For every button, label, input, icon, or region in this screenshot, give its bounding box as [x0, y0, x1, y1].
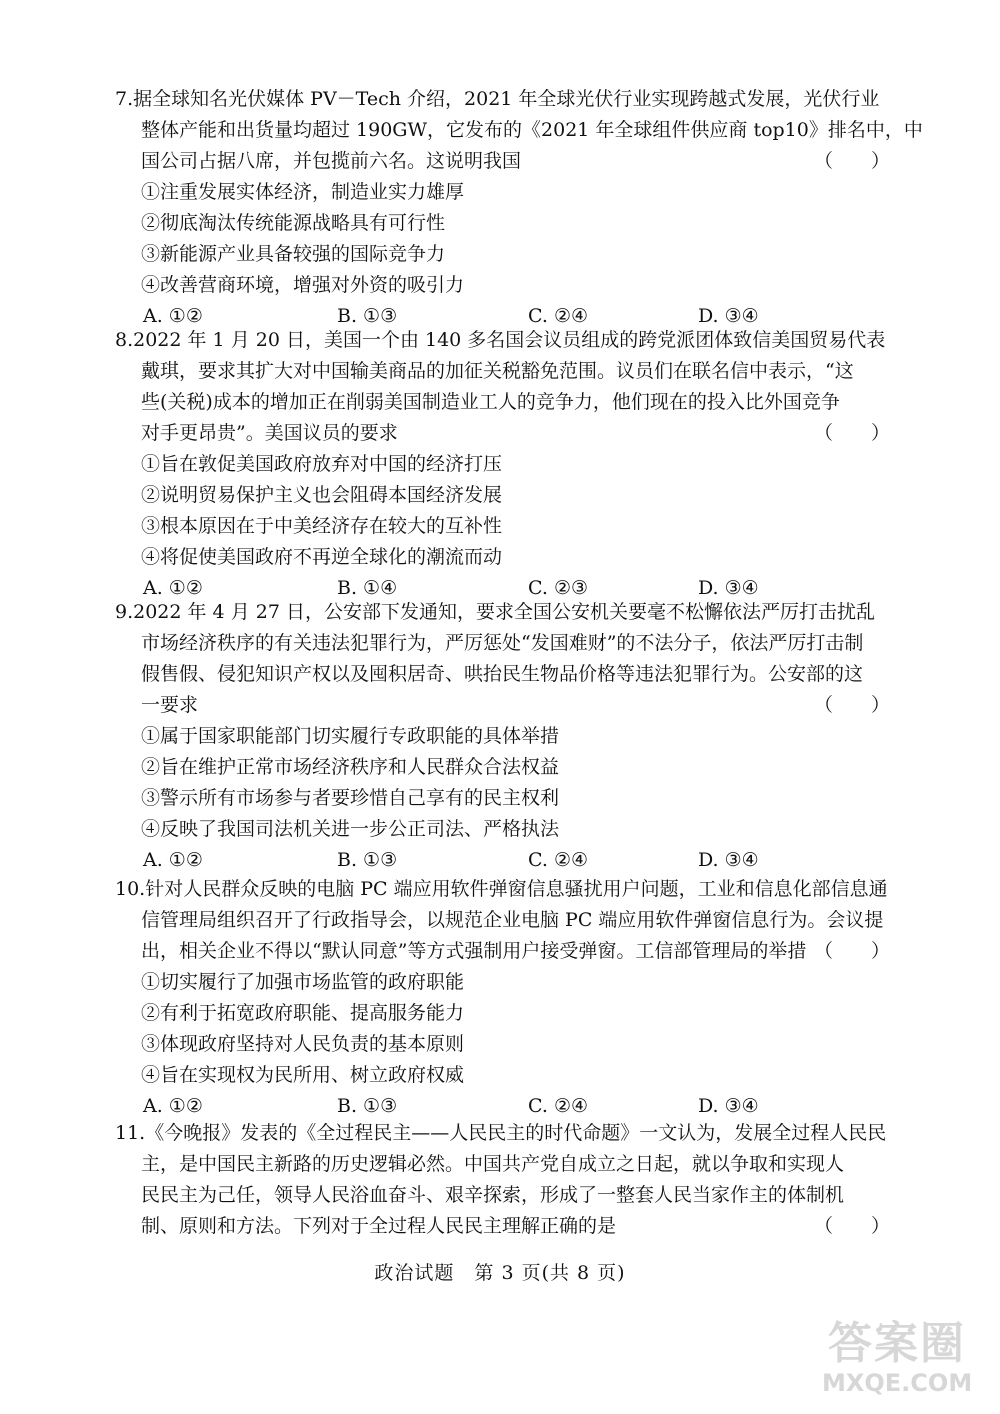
option-3: ③根本原因在于中美经济存在较大的互补性 — [141, 515, 503, 537]
question-stem-line: 8.2022 年 1 月 20 日，美国一个由 140 多名国会议员组成的跨党派团体致信美国贸易代表 — [115, 329, 886, 351]
question-stem-line — [115, 418, 890, 449]
option-1: ①旨在敦促美国政府放弃对中国的经济打压 — [141, 453, 503, 475]
choice-b: B. ①③ — [337, 849, 398, 871]
page-footer: 政治试题 第 3 页(共 8 页) — [374, 1262, 626, 1284]
choice-b: B. ①④ — [337, 577, 398, 599]
choice-a: A. ①② — [143, 1095, 203, 1117]
option-3: ③新能源产业具备较强的国际竞争力 — [141, 243, 446, 265]
question-stem-line: 戴琪，要求其扩大对中国输美商品的加征关税豁免范围。议员们在联名信中表示，“这 — [141, 360, 854, 382]
answer-bracket: （ ） — [813, 940, 890, 962]
choice-row — [115, 845, 890, 876]
question-stem-line: 市场经济秩序的有关违法犯罪行为，严厉惩处“发国难财”的不法分子，依法严厉打击制 — [141, 632, 864, 654]
question-stem-text: 制、原则和方法。下列对于全过程人民民主理解正确的是 — [141, 1215, 617, 1237]
choice-c: C. ②④ — [528, 305, 589, 327]
option-3: ③体现政府坚持对人民负责的基本原则 — [141, 1033, 465, 1055]
option-2: ②彻底淘汰传统能源战略具有可行性 — [141, 212, 446, 234]
question-7 — [115, 84, 923, 332]
question-stem-line — [115, 690, 890, 721]
option-4: ④将促使美国政府不再逆全球化的潮流而动 — [141, 546, 503, 568]
question-8 — [115, 325, 890, 604]
question-stem-line: 信管理局组织召开了行政指导会，以规范企业电脑 PC 端应用软件弹窗信息行为。会议提 — [141, 909, 884, 931]
choice-d: D. ③④ — [698, 305, 759, 327]
question-stem-line: 民民主为己任，领导人民浴血奋斗、艰辛探索，形成了一整套人民当家作主的体制机 — [141, 1184, 845, 1206]
answer-bracket: （ ） — [813, 694, 890, 716]
answer-bracket: （ ） — [813, 150, 890, 172]
choice-d: D. ③④ — [698, 577, 759, 599]
question-stem-text: 对手更昂贵”。美国议员的要求 — [141, 422, 398, 444]
choice-a: A. ①② — [143, 577, 203, 599]
option-2: ②说明贸易保护主义也会阻碍本国经济发展 — [141, 484, 503, 506]
question-stem-line: 主，是中国民主新路的历史逻辑必然。中国共产党自成立之日起，就以争取和实现人 — [141, 1153, 845, 1175]
option-1: ①注重发展实体经济，制造业实力雄厚 — [141, 181, 465, 203]
option-2: ②旨在维护正常市场经济秩序和人民群众合法权益 — [141, 756, 560, 778]
choice-b: B. ①③ — [337, 305, 398, 327]
question-11 — [115, 1118, 890, 1242]
question-stem-line — [115, 146, 890, 177]
choice-d: D. ③④ — [698, 1095, 759, 1117]
option-4: ④改善营商环境，增强对外资的吸引力 — [141, 274, 465, 296]
choice-c: C. ②④ — [528, 849, 589, 871]
question-stem-text: 一要求 — [141, 694, 199, 716]
question-stem-text: 国公司占据八席，并包揽前六名。这说明我国 — [141, 150, 522, 172]
choice-a: A. ①② — [143, 305, 203, 327]
option-1: ①属于国家职能部门切实履行专政职能的具体举措 — [141, 725, 560, 747]
question-stem-text: 出，相关企业不得以“默认同意”等方式强制用户接受弹窗。工信部管理局的举措 — [141, 940, 807, 962]
question-stem-line: 整体产能和出货量均超过 190GW，它发布的《2021 年全球组件供应商 top10》排名中，中 — [141, 119, 923, 141]
option-4: ④反映了我国司法机关进一步公正司法、严格执法 — [141, 818, 560, 840]
question-stem-line: 9.2022 年 4 月 27 日，公安部下发通知，要求全国公安机关要毫不松懈依法严厉打击扰乱 — [115, 601, 875, 623]
choice-d: D. ③④ — [698, 849, 759, 871]
answer-bracket: （ ） — [813, 1215, 890, 1237]
choice-b: B. ①③ — [337, 1095, 398, 1117]
question-9 — [115, 597, 890, 876]
option-1: ①切实履行了加强市场监管的政府职能 — [141, 971, 465, 993]
watermark-logo: 答案圈 MXQE.COM — [822, 1318, 973, 1397]
question-stem-line — [115, 1211, 890, 1242]
question-stem-line: 些(关税)成本的增加正在削弱美国制造业工人的竞争力，他们现在的投入比外国竞争 — [141, 391, 840, 413]
question-stem-line: 7.据全球知名光伏媒体 PV－Tech 介绍，2021 年全球光伏行业实现跨越式发展，光伏行业 — [115, 88, 880, 110]
question-stem-line — [115, 936, 890, 967]
option-2: ②有利于拓宽政府职能、提高服务能力 — [141, 1002, 465, 1024]
question-stem-line: 10.针对人民群众反映的电脑 PC 端应用软件弹窗信息骚扰用户问题，工业和信息化部信息通 — [115, 878, 888, 900]
answer-bracket: （ ） — [813, 422, 890, 444]
question-stem-line: 11.《今晚报》发表的《全过程民主——人民民主的时代命题》一文认为，发展全过程人民民 — [115, 1122, 887, 1144]
question-10 — [115, 874, 890, 1122]
option-4: ④旨在实现权为民所用、树立政府权威 — [141, 1064, 465, 1086]
option-3: ③警示所有市场参与者要珍惜自己享有的民主权利 — [141, 787, 560, 809]
choice-c: C. ②③ — [528, 577, 589, 599]
choice-c: C. ②④ — [528, 1095, 589, 1117]
question-stem-line: 假售假、侵犯知识产权以及囤积居奇、哄抬民生物品价格等违法犯罪行为。公安部的这 — [141, 663, 864, 685]
choice-a: A. ①② — [143, 849, 203, 871]
